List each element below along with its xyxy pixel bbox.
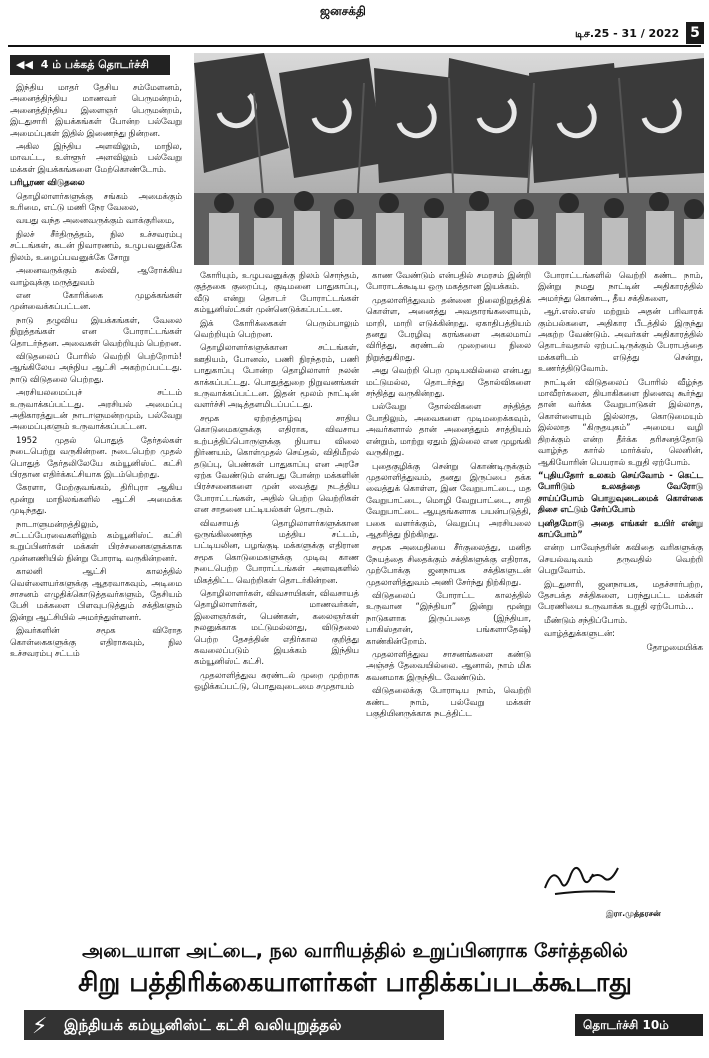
continued-to-label: தொடர்ச்சி 10ம் பக்கம் (583, 1018, 669, 1054)
paragraph: வயது வந்த அனைவருக்கும் வாக்குரிமை, (16, 215, 175, 226)
paragraph: விடுதலைப் போரில் வெற்றி பெற்றோம்! ஆங்கிலேய அந்நிய ஆட்சி அகற்றப்பட்டது. நாடு விடுதலை பெற்றது. (10, 350, 182, 384)
article-column-4 (538, 270, 703, 655)
paragraph: தொழிலாளர்களுக்கு சங்கம் அமைக்கும் உரிமை, எட்டு மணி நேர வேலை, (10, 190, 182, 213)
paragraph: விடுதலைக்கு போராடிய நாம், வெற்றி கண்ட நாம், பல்வேறு மக்கள் பகுதியினருக்காக நடத்திட்ட (366, 685, 531, 719)
headline-line-1: அடையாள அட்டை, நல வாரியத்தில் உறுப்பினராக சேர்த்தலில் (82, 940, 628, 962)
paragraph: தொழிலாளர்கள், விவசாயிகள், விவசாயத் தொழிலாளர்கள், மாணவர்கள், இளைஞர்கள், பெண்கள், கலைஞர்கள் நலனுக்காக மட்டுமல்லாது, விடுதலை பெற்ற தேசத்தின் எதிர்கால குறித்து கவலைப்படும் இயக்கம் இந்திய கம்யூனிஸ்ட் கட்சி. (194, 587, 359, 667)
page-number: 5 (686, 22, 704, 44)
paragraph: அகில இந்திய அளவிலும், மாநில, மாவட்ட, உள்ளூர் அளவிலும் பல்வேறு மக்கள் இயக்கங்களை மேற்கொண்டோம். (10, 141, 182, 174)
paragraph: புதைகுழிக்கு சென்று கொண்டிருக்கும் முதலாளித்துவம், தனது இருப்பை தக்க வைத்துக் கொள்ள, இன வேறுபாட்டை, மத வேறுபாட்டை, மொழி வேறுபாட்டை, சாதி வேறுபாட்டை ஆயுதங்களாக பயன்படுத்தி, பகை வளர்க்கும், வெறுப்பு அரசியலை ஆதரித்து நிற்கிறது. (366, 460, 531, 539)
lightning-icon: ⚡ (32, 1014, 48, 1039)
signature-image (540, 858, 630, 902)
paragraph: பல்வேறு தோல்விகளை சந்தித்த போதிலும், அவைகளை முடிமறைக்கவும், அவர்களால் தான் அனைத்தும் சாத்தியம் என்றும், மாற்று ஏதும் இல்லை என முழங்கி வருகிறது. (366, 401, 531, 458)
signature-name: இரா.முத்தரசன் (606, 909, 661, 918)
newspaper-brand: ஜனசக்தி (320, 4, 366, 18)
sub-headline-text: இந்தியக் கம்யூனிஸ்ட் கட்சி வலியுறுத்தல் (64, 1016, 342, 1034)
double-chevron-right-icon: ▶▶ (621, 1040, 640, 1054)
paragraph: தொழிலாளர்களுக்கான சட்டங்கள், ஊதியம், போனஸ், பணி நிரந்தரம், பணி பாதுகாப்பு போன்ற தொழிலாளர் நலன் காக்கப்பட்டது. பொதுத்துறை நிறுவனங்கள் உருவாக்கப்பட்டன. இதன் மூலம் நாட்டின் வளர்ச்சி அடித்தளமிடப்பட்டது. (194, 342, 359, 410)
paragraph: முதலாளித்துவ சுரண்டல் முறை முற்றாக ஒழிக்கப்பட்டு, பொதுவுடைமை சமுதாயம் (194, 669, 359, 692)
paragraph: இந்திய மாதர் தேசிய சம்மேளனம், அனைத்திந்திய மாணவர் பெருமன்றம், அனைத்திந்திய இளைஞர் பெருமன்றம், இடதுசாரி இயக்கங்கள் போன்ற பல்வேறு அமைப்புகள் இதில் இணைந்து நின்றன. (10, 82, 182, 138)
paragraph: நாட்டின் விடுதலைப் போரில் வீழ்ந்த மாவீரர்களை, தியாகிகளை நினைவு கூர்ந்து தான் வர்க்க வேறுபாடுகள் இல்லாத, கொள்ளையும் இல்லாத, கொடுமையும் இல்லாத “கிருதயுகம்” அமைய வழி திறக்கும் என்ற தீர்க்க தரிசனத்தோடு வாழ்ந்த கார்ல் மார்க்ஸ், லெனின், ஆகியோரின் பெயரால் உறுதி ஏற்போம். (538, 376, 703, 467)
paragraph: விடுதலைப் போராட்ட காலத்தில் உருவான “இந்தியா” இன்று மூன்று நாடுகளாக இருப்பதை (இந்தியா, பாகிஸ்தான், பங்களாதேஷ்) காண்கின்றோம். (366, 589, 531, 646)
paragraph: 1952 முதல் பொதுத் தேர்தல்கள் நடைபெற்று வருகின்றன. நடைபெற்ற முதல் பொதுத் தேர்தலிலேயே கம்யூனிஸ்ட் கட்சி பிரதான எதிர்க்கட்சியாக இடம்பெற்றது. (10, 434, 182, 479)
subheading: பரிபூரண விடுதலை (10, 177, 85, 188)
page-header (0, 0, 709, 44)
paragraph: ஆர்.எஸ்.எஸ் மற்றும் அதன் பரிவாரக் கும்பல்களை, அதிகார பீடத்தில் இருந்து அகற்ற வேண்டும். அவர்கள் அதிகாரத்தில் தொடர்வதால் ஏற்பட்டிருக்கும் பேராபத்தை மக்களிடம் எடுத்து சென்று, உணர்த்திடுவோம். (538, 306, 703, 374)
paragraph: கேரளா, மேற்குவங்கம், திரிபுரா ஆகிய மூன்று மாநிலங்களில் ஆட்சி அமைக்க முடிந்தது. (10, 482, 182, 516)
closing: தோழமையிக்க (646, 641, 703, 652)
paragraph: அது வெற்றி பெற முடியவில்லை என்பது மட்டுமல்ல, தொடர்ந்து தோல்விகளை சந்தித்து வருகின்றது. (366, 365, 531, 399)
poem-line: “புதியதோர் உலகம் செய்வோம் - கெட்ட போரிடும் உலகத்தை வேரோடு சாய்ப்போம் பொதுவுடைமைக் கொள்கை திசை எட்டும் சேர்ப்போம் (538, 469, 703, 515)
paragraph: இவர்களின் சமூக விரோத கொள்கைகளுக்கு எதிராகவும், நில உச்சவரம்பு சட்டம் (10, 625, 182, 659)
article-column-2 (194, 270, 359, 695)
paragraph: என்ற பாவேந்தரின் கவிதை வரிகளுக்கு செயல்வடிவம் தருவதில் வெற்றி பெறுவோம். (538, 542, 703, 576)
sub-headline-banner (24, 1010, 444, 1040)
paragraph: அரசியலமைப்புச் சட்டம் உருவாக்கப்பட்டது. அரசியல் அமைப்பு அதிகாரத்துடன் நாடாளுமன்றமும், பல்வேறு அமைப்புகளும் உருவாக்கப்பட்டன. (10, 387, 182, 432)
rally-photo (194, 53, 704, 265)
paragraph: காலனி ஆட்சி காலத்தில் வெள்ளையர்களுக்கு ஆதரவாகவும், அடிமை சாசனம் எழுதிக்கொடுத்தவர்களும், தேசியம் பேசி மக்களை பிளவுபடுத்தும் சக்திகளும் இன்று ஆட்சியில் அமர்ந்துள்ளனர். (10, 566, 182, 622)
paragraph: நிலச் சீர்திருத்தம், நில உச்சவரம்பு சட்டங்கள், கடன் நிவாரணம், உழுபவனுக்கே நிலம், உழைப்பவனுக்கே சோறு (10, 228, 182, 262)
continued-to-badge (575, 1014, 703, 1054)
paragraph: அனைவருக்கும் கல்வி, ஆரோக்கிய வாழ்வுக்கு மருத்துவம் (10, 265, 182, 287)
paragraph: போராட்டங்களில் வெற்றி கண்ட நாம், இன்று நமது நாட்டின் அதிகாரத்தில் அமர்ந்து கொண்ட, தீய சக்திகளை, (538, 270, 703, 303)
article-column-3 (366, 270, 531, 721)
paragraph: என கோரிக்கை முழக்கங்கள் முன்வைக்கப்பட்டன. (10, 289, 182, 312)
paragraph: விவசாயத் தொழிலாளர்களுக்கான ஒருங்கிணைந்த மத்திய சட்டம், பட்டியலின, பழங்குடி மக்களுக்கு எதிரான சமூக கொடுமைகளுக்கு முடிவு காண நடைபெற்ற போராட்டங்கள் அளவுகளில் மிகத்திட்ட வெற்றிகள் தொடர்கின்றன. (194, 517, 359, 585)
paragraph: இக் கோரிக்கைகள் பெரும்பாலும் வெற்றியும் பெற்றன. (194, 317, 359, 340)
headline-line-2: சிறு பத்திரிக்கையாளர்கள் பாதிக்கப்படக்கூடாது (78, 968, 632, 998)
paragraph: மீண்டும் சந்திப்போம். (544, 614, 628, 625)
article-column-1 (10, 82, 182, 662)
paragraph: சமூக அமைதியை சீர்குலைத்து, மனித நேயத்தை சிதைக்கும் சக்திகளுக்கு எதிராக, முற்போக்கு ஜனநாயக சக்திகளுடன் முதலாளித்துவம் அணி சேர்ந்து நிற்கிறது. (366, 542, 531, 587)
paragraph: கோரியும், உழுபவனுக்கு நிலம் சொந்தம், குத்தகை குறைப்பு, குடிமனை பாதுகாப்பு, வீடு என்று தொடர் போராட்டங்கள் கம்யூனிஸ்ட்கள் முன்னெடுக்கப்பட்டன. (194, 270, 359, 315)
poem-line: புனிதமோடு அதை எங்கள் உயிர் என்று காப்போம்” (538, 517, 703, 539)
issue-date: டிச.25 - 31 / 2022 (575, 27, 680, 40)
paragraph: முதலாளித்துவம் தன்னை நிலைநிறுத்திக் கொள்ள, அனைத்து அவதாரங்களையும், மாறி, மாறி எடுக்கின்றது. ஏகாதிபத்தியம் தனது பேரழிவு கரங்களை அகலமாய் விரித்து, சுரண்டல் முறையை நிலை நிறுத்துகிறது. (366, 294, 531, 362)
paragraph: முதலாளித்துவ சாசனங்களை கண்டு அஞ்சத் தேவையில்லை. ஆனால், நாம் மிக கவனமாக இருந்திட வேண்டும். (366, 649, 531, 682)
continued-from-badge (10, 55, 170, 75)
paragraph: வாழ்த்துக்களுடன்: (544, 628, 615, 639)
continued-from-label: 4 ம் பக்கத் தொடர்ச்சி (40, 58, 149, 71)
double-chevron-left-icon: ◀◀ (16, 58, 33, 71)
paragraph: காண வேண்டும் என்பதில் சமரசம் இன்றி போராடக்கூடிய ஒரு மகத்தான இயக்கம். (366, 270, 531, 292)
paragraph: சமூக ஏற்றத்தாழ்வு சாதிய கொடுமைகளுக்கு எதிராக, விவசாய உற்பத்திப்பொருளுக்கு நியாய விலை நிர்ணயம், கொள்முதல் செய்தல், விதிமீறல் தடுப்பு, பெண்கள் பாதுகாப்பு என அரசே ஏற்க வேண்டும் என்பது போன்ற மக்களின் பிரச்சனைகளை முன் வைத்து நடத்திய போராட்டங்கள், அதில் பெற்ற வெற்றிகள் என சாதனை பட்டியல்கள் தொடரும். (194, 412, 359, 515)
rally-photo-image (194, 53, 704, 265)
paragraph: நாடு தழுவிய இயக்கங்கள், வேலை நிறுத்தங்கள் என போராட்டங்கள் தொடர்ந்தன. அவைகள் வெற்றியும் பெற்றன. (10, 314, 182, 348)
paragraph: நாடாளுமன்றத்திலும், சட்டப்பேரவைகளிலும் கம்யூனிஸ்ட் கட்சி உறுப்பினர்கள் மக்கள் பிரச்சனைகளுக்காக முன்னணியில் நின்று போராடி வருகின்றனர். (10, 518, 182, 563)
paragraph: இடதுசாரி, ஜனநாயக, மதச்சார்பற்ற, தேசபக்த சக்திகளை, பரந்துபட்ட மக்கள் பேரணியை உருவாக்க உறுதி ஏற்போம்... (538, 578, 703, 612)
header-rule (8, 45, 701, 47)
